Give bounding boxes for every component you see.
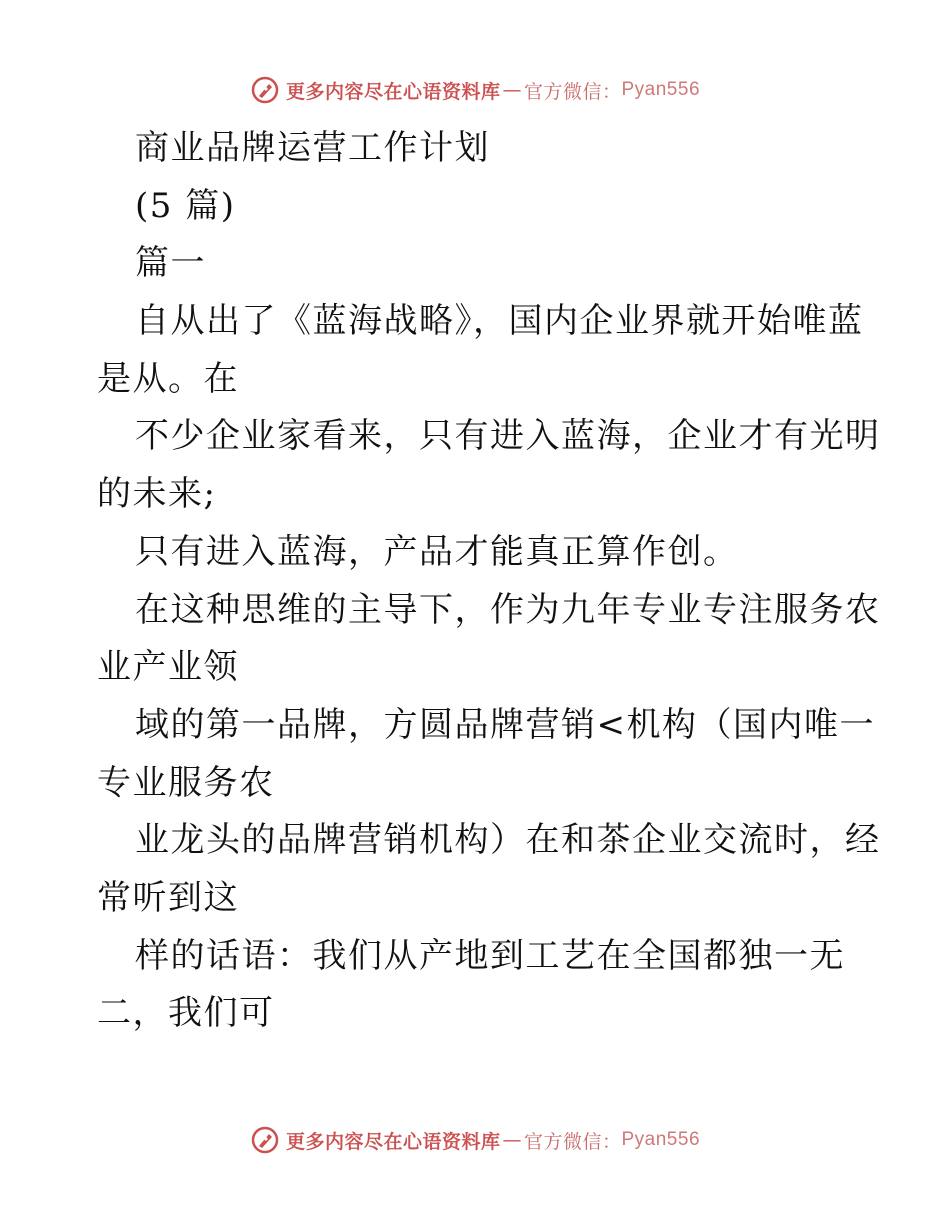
watermark-separator: — (502, 1129, 522, 1151)
watermark-brand: 更多内容尽在心语资料库 (285, 80, 501, 103)
paragraph-line: 的未来; (97, 474, 217, 515)
document-title: 商业品牌运营工作计划 (135, 128, 490, 168)
paragraph-line: 在这种思维的主导下，作为九年专业专注服务农 (135, 589, 881, 630)
watermark-label: 官方微信： (523, 80, 622, 103)
paragraph-line: 自从出了《蓝海战略》，国内企业界就开始唯蓝 (135, 301, 864, 342)
document-body (97, 120, 881, 1043)
paragraph-line: 业产业领 (97, 647, 239, 688)
section-heading: 篇一 (135, 243, 206, 284)
paragraph-line: 域的第一品牌，方圆品牌营销<机构（国内唯一 (135, 704, 875, 745)
watermark-brand: 更多内容尽在心语资料库 (285, 1130, 501, 1153)
paragraph-line: 样的话语：我们从产地到工艺在全国都独一无 (135, 935, 845, 976)
paragraph-line: 二，我们可 (97, 993, 275, 1034)
paragraph-line: 专业服务农 (97, 762, 275, 803)
watermark-handle: Pyan556 (621, 1129, 701, 1150)
paragraph-line: 不少企业家看来，只有进入蓝海，企业才有光明 (135, 416, 881, 457)
paragraph-line: 是从。在 (97, 358, 239, 399)
document-subtitle: (5 篇) (135, 185, 236, 226)
paragraph-line: 业龙头的品牌营销机构）在和茶企业交流时，经 (135, 820, 881, 861)
watermark-separator: — (502, 79, 522, 101)
header-watermark (0, 70, 950, 110)
paragraph-line: 只有进入蓝海，产品才能真正算作创。 (135, 531, 739, 572)
watermark-label: 官方微信： (523, 1130, 622, 1153)
watermark-handle: Pyan556 (621, 79, 701, 100)
paragraph-line: 常听到这 (97, 877, 239, 918)
fountain-pen-circle-icon (250, 1125, 280, 1155)
fountain-pen-circle-icon (250, 75, 280, 105)
footer-watermark (0, 1120, 950, 1160)
